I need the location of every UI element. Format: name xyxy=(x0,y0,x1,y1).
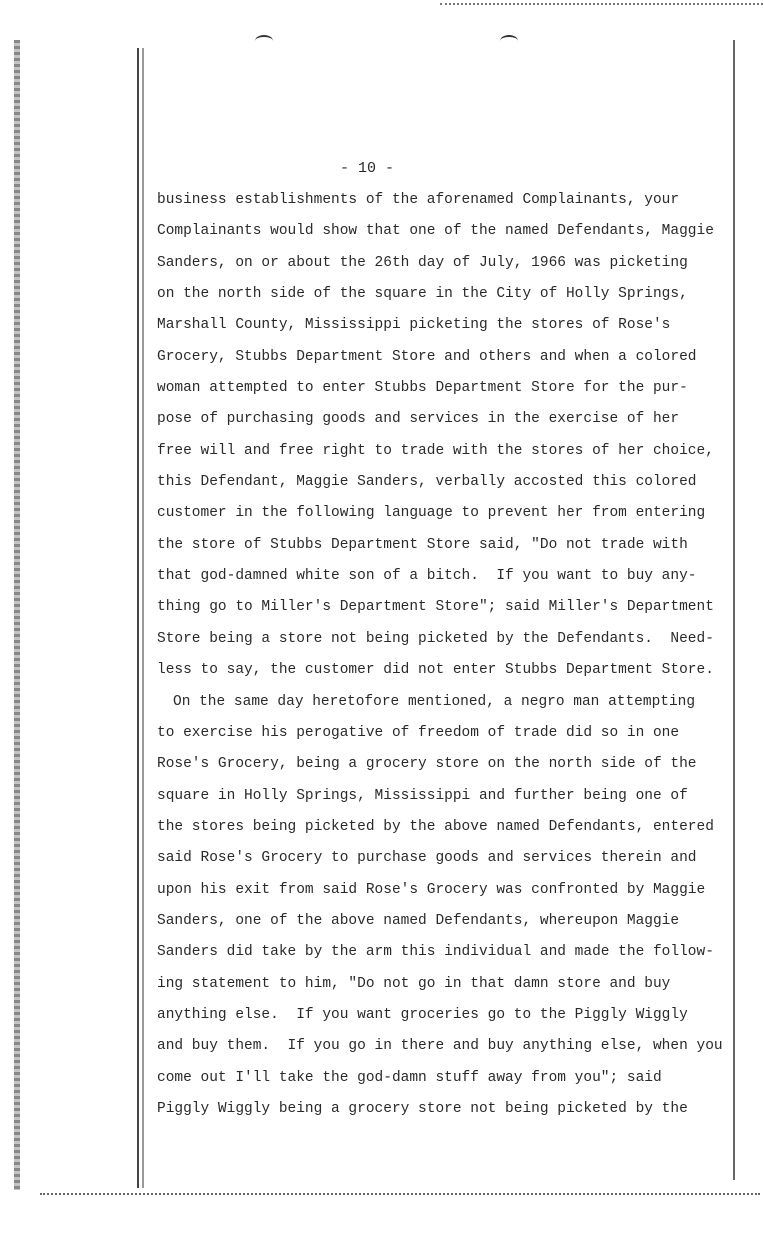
text-line: upon his exit from said Rose's Grocery was confronted by Maggie xyxy=(157,881,706,898)
text-line: to exercise his perogative of freedom of trade did so in one xyxy=(157,724,680,741)
text-line: thing go to Miller's Department Store"; said Miller's Department xyxy=(157,599,714,616)
text-line: come out I'll take the god-damn stuff away from you"; said xyxy=(157,1069,662,1086)
text-line: and buy them. If you go in there and buy anything else, when you xyxy=(157,1038,723,1055)
text-line: less to say, the customer did not enter Stubbs Department Store. xyxy=(157,662,714,679)
right-margin-rule xyxy=(733,40,735,1180)
text-line: Sanders did take by the arm this individual and made the follow- xyxy=(157,944,714,961)
punch-mark-right xyxy=(500,35,518,47)
text-line: on the north side of the square in the City of Holly Springs, xyxy=(157,286,688,303)
text-line: the stores being picketed by the above named Defendants, entered xyxy=(157,818,714,835)
text-line: On the same day heretofore mentioned, a negro man attempting xyxy=(173,693,696,710)
text-line: Sanders, one of the above named Defendants, whereupon Maggie xyxy=(157,912,680,929)
text-line: ing statement to him, "Do not go in that damn store and buy xyxy=(157,975,671,992)
scan-top-border xyxy=(440,0,763,5)
text-line: customer in the following language to prevent her from entering xyxy=(157,505,706,522)
text-line: Rose's Grocery, being a grocery store on the north side of the xyxy=(157,756,697,773)
text-line: free will and free right to trade with the stores of her choice, xyxy=(157,442,714,459)
text-line: this Defendant, Maggie Sanders, verbally accosted this colored xyxy=(157,474,697,491)
text-line: woman attempted to enter Stubbs Department Store for the pur- xyxy=(157,380,688,397)
text-line: Sanders, on or about the 26th day of July, 1966 was picketing xyxy=(157,254,688,271)
scan-left-edge xyxy=(14,40,20,1190)
text-line: anything else. If you want groceries go to the Piggly Wiggly xyxy=(157,1006,688,1023)
text-line: square in Holly Springs, Mississippi and further being one of xyxy=(157,787,688,804)
scan-bottom-border xyxy=(40,1193,760,1195)
text-line: Complainants would show that one of the named Defendants, Maggie xyxy=(157,223,714,240)
text-line: pose of purchasing goods and services in the exercise of her xyxy=(157,411,680,428)
text-line: Piggly Wiggly being a grocery store not being picketed by the xyxy=(157,1100,688,1117)
page-number: - 10 - xyxy=(340,160,395,177)
document-body xyxy=(157,190,723,1130)
punch-mark-left xyxy=(255,35,273,47)
text-line: said Rose's Grocery to purchase goods and services therein and xyxy=(157,850,697,867)
text-line: Store being a store not being picketed by the Defendants. Need- xyxy=(157,630,714,647)
text-line: Grocery, Stubbs Department Store and others and when a colored xyxy=(157,348,697,365)
text-line: the store of Stubbs Department Store said, "Do not trade with xyxy=(157,536,688,553)
text-line: business establishments of the aforenamed Complainants, your xyxy=(157,192,680,208)
left-margin-rule xyxy=(137,48,139,1188)
text-line: that god-damned white son of a bitch. If you want to buy any- xyxy=(157,568,697,585)
text-line: Marshall County, Mississippi picketing the stores of Rose's xyxy=(157,317,671,334)
